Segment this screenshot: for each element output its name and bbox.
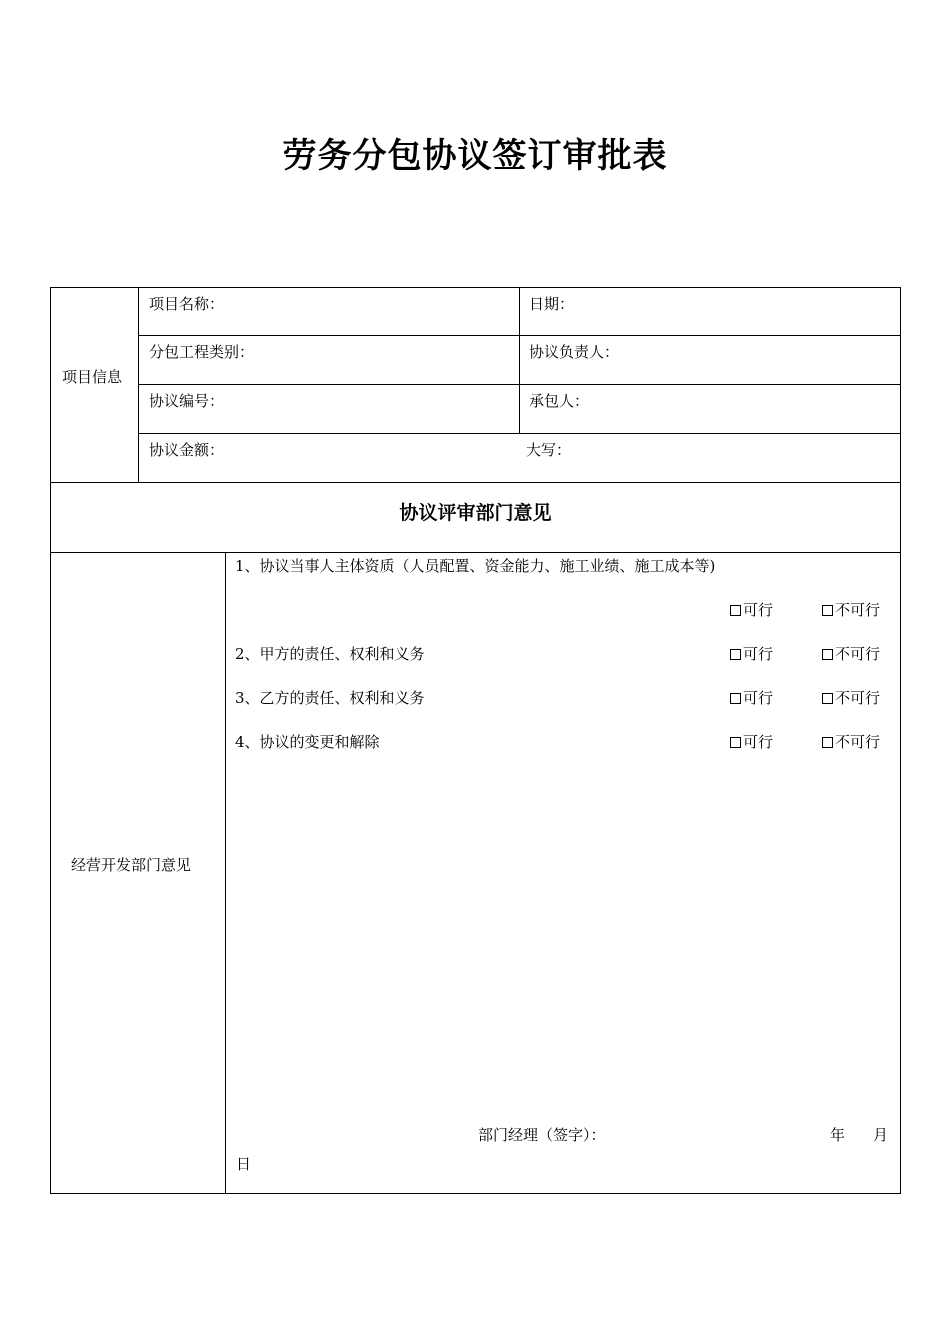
contractor-field[interactable]: 承包人： (529, 392, 590, 410)
year-label: 年 (830, 1126, 846, 1144)
option-ok-3[interactable]: 可行 (730, 689, 773, 707)
option-ok-1[interactable]: 可行 (730, 601, 773, 619)
checkbox-icon[interactable] (822, 649, 833, 660)
form-border-top (50, 287, 901, 288)
column-divider (519, 287, 520, 434)
checkbox-icon[interactable] (822, 737, 833, 748)
agreement-number-field[interactable]: 协议编号： (149, 392, 225, 410)
project-info-label: 项目信息 (62, 368, 123, 386)
form-border-right (900, 287, 901, 1194)
option-ok-4[interactable]: 可行 (730, 733, 773, 751)
review-item-3: 3、乙方的责任、权利和义务 (235, 689, 425, 707)
day-label: 日 (236, 1155, 252, 1173)
amount-field[interactable]: 协议金额： (149, 441, 225, 459)
option-no-3[interactable]: 不可行 (822, 689, 880, 707)
form-border-bottom (50, 1193, 901, 1194)
dept-label: 经营开发部门意见 (71, 856, 192, 874)
project-name-field[interactable]: 项目名称： (149, 295, 225, 313)
checkbox-icon[interactable] (730, 649, 741, 660)
section-divider-2 (50, 552, 901, 553)
amount-uppercase-field[interactable]: 大写： (526, 441, 572, 459)
agreement-manager-field[interactable]: 协议负责人： (529, 343, 620, 361)
option-no-1[interactable]: 不可行 (822, 601, 880, 619)
checkbox-icon[interactable] (822, 605, 833, 616)
review-item-1: 1、协议当事人主体资质（人员配置、资金能力、施工业绩、施工成本等) (235, 557, 716, 575)
page-title: 劳务分包协议签订审批表 (282, 136, 668, 176)
review-divider (225, 552, 226, 1194)
checkbox-icon[interactable] (822, 693, 833, 704)
subcontract-type-field[interactable]: 分包工程类别： (149, 343, 255, 361)
project-info-divider (138, 287, 139, 483)
form-border-left (50, 287, 51, 1194)
signature-field[interactable]: 部门经理（签字）： (478, 1126, 606, 1144)
option-no-4[interactable]: 不可行 (822, 733, 880, 751)
checkbox-icon[interactable] (730, 605, 741, 616)
review-item-2: 2、甲方的责任、权利和义务 (235, 645, 425, 663)
review-section-title: 协议评审部门意见 (399, 502, 552, 524)
month-label: 月 (873, 1126, 889, 1144)
date-field[interactable]: 日期： (529, 295, 575, 313)
option-ok-2[interactable]: 可行 (730, 645, 773, 663)
checkbox-icon[interactable] (730, 693, 741, 704)
approval-form (50, 287, 901, 1194)
review-item-4: 4、协议的变更和解除 (235, 733, 380, 751)
checkbox-icon[interactable] (730, 737, 741, 748)
section-divider-1 (50, 482, 901, 483)
option-no-2[interactable]: 不可行 (822, 645, 880, 663)
